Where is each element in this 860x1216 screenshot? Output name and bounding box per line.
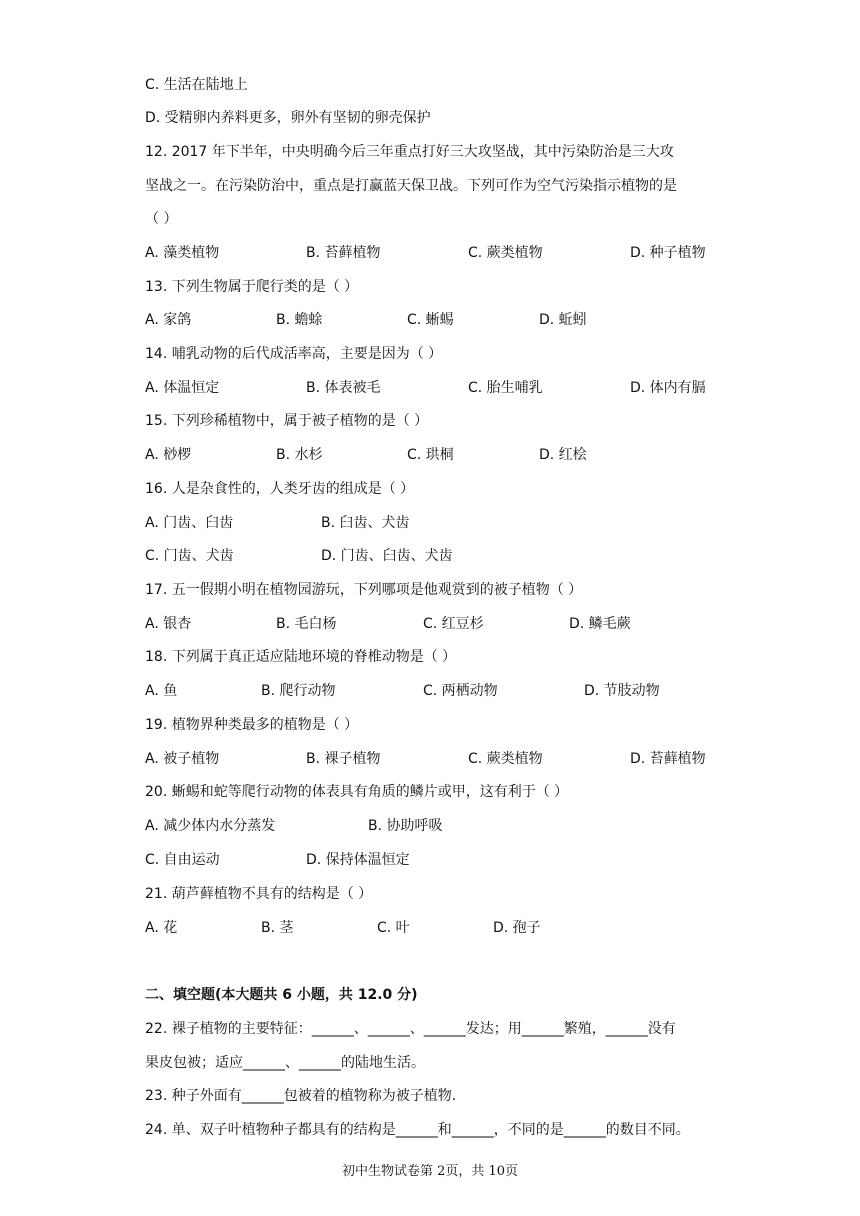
question-19-option-a: A. 被子植物 xyxy=(145,751,220,767)
question-12-option-c: C. 蕨类植物 xyxy=(468,245,543,261)
question-16-option-b: B. 臼齿、犬齿 xyxy=(321,515,410,531)
question-22-line1: 22. 裸子植物的主要特征：______、______、______发达；用______繁殖，______没有 xyxy=(145,1021,676,1037)
question-12-stem-line3: （ ） xyxy=(145,211,178,227)
question-12-option-d: D. 种子植物 xyxy=(630,245,706,261)
question-13-option-c: C. 蜥蜴 xyxy=(407,312,454,328)
question-17-option-d: D. 鳞毛蕨 xyxy=(569,616,631,632)
question-12-stem-line1: 12. 2017 年下半年，中央明确今后三年重点打好三大攻坚战，其中污染防治是三大攻 xyxy=(145,144,674,160)
question-19-stem: 19. 植物界种类最多的植物是（ ） xyxy=(145,717,359,733)
question-20-option-c: C. 自由运动 xyxy=(145,852,220,868)
question-22-line2: 果皮包被；适应______、______的陆地生活。 xyxy=(145,1055,425,1071)
question-18-stem: 18. 下列属于真正适应陆地环境的脊椎动物是（ ） xyxy=(145,649,457,665)
question-21-stem: 21. 葫芦藓植物不具有的结构是（ ） xyxy=(145,886,373,902)
question-14-option-a: A. 体温恒定 xyxy=(145,380,220,396)
question-13-option-b: B. 蟾蜍 xyxy=(276,312,323,328)
question-17-option-b: B. 毛白杨 xyxy=(276,616,337,632)
question-16-option-c: C. 门齿、犬齿 xyxy=(145,548,234,564)
question-18-option-a: A. 鱼 xyxy=(145,683,178,699)
question-13-option-d: D. 蚯蚓 xyxy=(539,312,587,328)
question-18-option-b: B. 爬行动物 xyxy=(261,683,336,699)
question-14-stem: 14. 哺乳动物的后代成活率高，主要是因为（ ） xyxy=(145,346,443,362)
question-19-option-d: D. 苔藓植物 xyxy=(630,751,706,767)
question-21-option-c: C. 叶 xyxy=(377,920,410,936)
question-12-stem-line2: 坚战之一。在污染防治中，重点是打赢蓝天保卫战。下列可作为空气污染指示植物的是 xyxy=(145,178,677,194)
question-19-option-c: C. 蕨类植物 xyxy=(468,751,543,767)
question-14-option-d: D. 体内有膈 xyxy=(630,380,706,396)
question-16-option-a: A. 门齿、臼齿 xyxy=(145,515,234,531)
question-21-option-d: D. 孢子 xyxy=(493,920,541,936)
question-21-option-b: B. 茎 xyxy=(261,920,294,936)
question-20-option-a: A. 减少体内水分蒸发 xyxy=(145,818,276,834)
question-12-option-b: B. 苔藓植物 xyxy=(306,245,381,261)
question-15-option-c: C. 珙桐 xyxy=(407,447,454,463)
question-21-option-a: A. 花 xyxy=(145,920,178,936)
option-c-line: C. 生活在陆地上 xyxy=(145,77,248,93)
question-15-stem: 15. 下列珍稀植物中，属于被子植物的是（ ） xyxy=(145,413,429,429)
question-20-option-d: D. 保持体温恒定 xyxy=(306,852,410,868)
question-13-option-a: A. 家鸽 xyxy=(145,312,192,328)
question-19-option-b: B. 裸子植物 xyxy=(306,751,381,767)
question-20-option-b: B. 协助呼吸 xyxy=(368,818,443,834)
question-12-option-a: A. 藻类植物 xyxy=(145,245,220,261)
question-13-stem: 13. 下列生物属于爬行类的是（ ） xyxy=(145,279,359,295)
question-18-option-d: D. 节肢动物 xyxy=(584,683,660,699)
section-heading-fill-in: 二、填空题(本大题共 6 小题，共 12.0 分) xyxy=(145,987,418,1003)
question-24-line1: 24. 单、双子叶植物种子都具有的结构是______和______，不同的是______的数目不同。 xyxy=(145,1122,690,1138)
question-14-option-c: C. 胎生哺乳 xyxy=(468,380,543,396)
question-20-stem: 20. 蜥蜴和蛇等爬行动物的体表具有角质的鳞片或甲，这有利于（ ） xyxy=(145,784,569,800)
option-d-line: D. 受精卵内养料更多，卵外有坚韧的卵壳保护 xyxy=(145,110,431,126)
question-18-option-c: C. 两栖动物 xyxy=(423,683,498,699)
question-17-option-c: C. 红豆杉 xyxy=(423,616,484,632)
question-17-option-a: A. 银杏 xyxy=(145,616,192,632)
question-16-option-d: D. 门齿、臼齿、犬齿 xyxy=(321,548,453,564)
question-14-option-b: B. 体表被毛 xyxy=(306,380,381,396)
question-15-option-a: A. 桫椤 xyxy=(145,447,192,463)
question-17-stem: 17. 五一假期小明在植物园游玩，下列哪项是他观赏到的被子植物（ ） xyxy=(145,582,583,598)
question-23-line1: 23. 种子外面有______包被着的植物称为被子植物． xyxy=(145,1088,466,1104)
page-footer: 初中生物试卷第 2页，共 10页 xyxy=(341,1164,519,1179)
question-16-stem: 16. 人是杂食性的，人类牙齿的组成是（ ） xyxy=(145,481,415,497)
question-15-option-b: B. 水杉 xyxy=(276,447,323,463)
question-15-option-d: D. 红桧 xyxy=(539,447,587,463)
